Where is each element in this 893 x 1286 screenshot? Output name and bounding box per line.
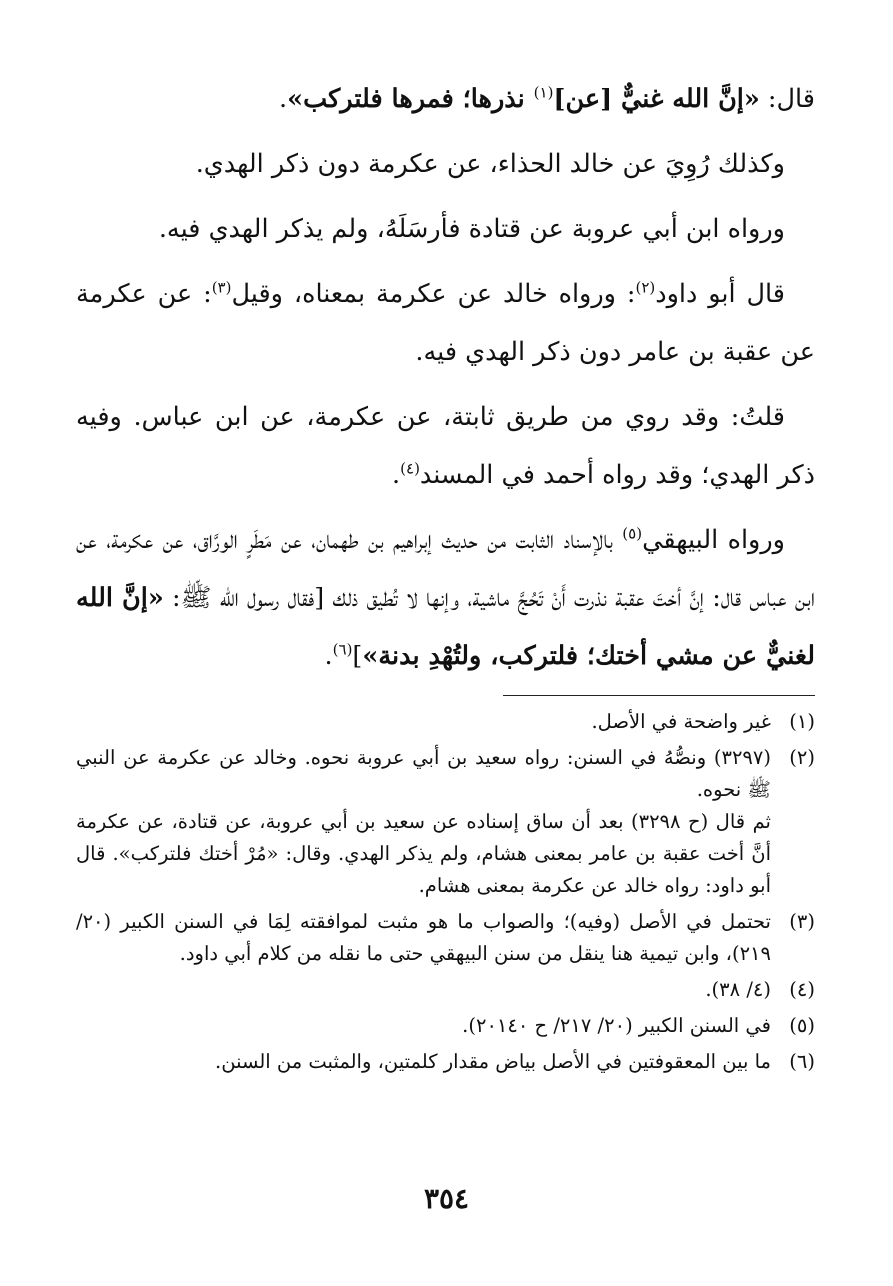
hadith-quote: نذرها؛ فمرها فلتركب» <box>287 84 534 114</box>
footnote-number: (٤) <box>789 978 815 1001</box>
paragraph-2 <box>76 135 815 193</box>
text-run: قال أبو داود <box>655 279 785 309</box>
footnote-ref: (٢) <box>635 278 656 297</box>
footnote-text <box>76 1046 771 1078</box>
footnote-ref: (١) <box>533 83 554 102</box>
footnote-ref: (٣) <box>211 278 232 297</box>
footnote-ref: (٤) <box>400 459 420 478</box>
footnote-3 <box>76 906 815 970</box>
paragraph-6 <box>76 511 815 685</box>
footnote-line: ما بين المعقوفتين في الأصل بياض مقدار كلمتين، والمثبت من السنن. <box>215 1050 771 1073</box>
text-run: ورواه البيهقي <box>642 525 785 555</box>
footnote-line: غير واضحة في الأصل. <box>591 710 771 733</box>
text-run: : عن عكرمة عن عقبة بن عامر دون ذكر الهدي فيه. <box>76 279 815 367</box>
footnote-line: في السنن الكبير (٢٠/ ٢١٧/ ح ٢٠١٤٠). <box>462 1014 771 1037</box>
text-run: . <box>392 460 401 490</box>
paragraph-1 <box>76 70 815 128</box>
hadith-quote: «إنَّ الله لغنيٌّ عن مشي أختك؛ فلتركب، ولتُهْدِ بدنة» <box>76 583 815 671</box>
footnote-divider <box>503 695 815 696</box>
footnotes <box>76 706 815 1082</box>
text-run: قال: <box>759 84 815 114</box>
footnote-4 <box>76 974 815 1006</box>
paragraph-4 <box>76 265 815 381</box>
footnote-text <box>76 742 771 902</box>
footnote-5 <box>76 1010 815 1042</box>
text-run: وكذلك رُوِيَ عن خالد الحذاء، عن عكرمة دون ذكر الهدي. <box>195 149 785 179</box>
footnote-1 <box>76 706 815 738</box>
text-run: ] <box>352 641 363 671</box>
footnote-number: (٣) <box>789 910 815 933</box>
footnote-line: تحتمل في الأصل (وفيه)؛ والصواب ما هو مثبت لموافقته لِمَا في السنن الكبير (٢٠/ ٢١٩)، وابن تيمية هنا ينقل من سنن البيهقي حتى ما نقله من كلام أبي داود. <box>76 910 771 965</box>
footnote-text <box>76 974 771 1006</box>
footnote-text <box>76 706 771 738</box>
footnote-number: (٥) <box>789 1014 815 1037</box>
page-number: ٣٥٤ <box>423 1182 470 1215</box>
hadith-quote: «إنَّ الله غنيٌّ [عن] <box>553 84 760 114</box>
text-run: : ورواه خالد عن عكرمة بمعناه، وقيل <box>231 279 636 309</box>
footnote-text <box>76 1010 771 1042</box>
text-run: ورواه ابن أبي عروبة عن قتادة فأرسَلَهُ، ولم يذكر الهدي فيه. <box>158 214 785 244</box>
footnote-text <box>76 906 771 970</box>
footnote-6 <box>76 1046 815 1078</box>
footnote-number: (٢) <box>789 746 815 769</box>
footnote-ref: (٦) <box>332 640 353 659</box>
text-run: قلتُ: وقد روي من طريق ثابتة، عن عكرمة، عن ابن عباس. وفيه ذكر الهدي؛ وقد رواه أحمد في المسند <box>76 402 815 490</box>
footnote-line: (٤/ ٣٨). <box>705 978 771 1001</box>
text-run: . <box>324 641 333 671</box>
footnote-line: (٣٢٩٧) ونصُّهُ في السنن: رواه سعيد بن أبي عروبة نحوه. وخالد عن عكرمة عن النبي ﷺ نحوه. <box>76 746 771 801</box>
footnote-ref: (٥) <box>622 524 643 543</box>
footnote-line: ثم قال (ح ٣٢٩٨) بعد أن ساق إسناده عن سعيد بن أبي عروبة، عن قتادة، عن عكرمة أنَّ أخت عقبة بن عامر بمعنى هشام، ولم يذكر الهدي. وقال: «مُرْ أختك فلتركب». قال أبو داود: رواه خالد عن عكرمة بمعنى هشام. <box>76 810 771 897</box>
footnote-2 <box>76 742 815 902</box>
main-text <box>76 70 815 685</box>
paragraph-3 <box>76 200 815 258</box>
text-run: . <box>279 84 288 114</box>
footnote-number: (١) <box>789 710 815 733</box>
paragraph-5 <box>76 388 815 504</box>
text-run: بالإسناد الثابت من حديث إبراهيم بن طهمان، عن مَطَرٍ الورَّاق، عن عكرمة، عن ابن عباس قال: إنَّ أختَ عقبة نذرت أَنْ تَحُجَّ ماشية، وإنها لا تُطيق ذلك [فقال رسول الله ﷺ: <box>76 525 815 613</box>
footnote-number: (٦) <box>789 1050 815 1073</box>
